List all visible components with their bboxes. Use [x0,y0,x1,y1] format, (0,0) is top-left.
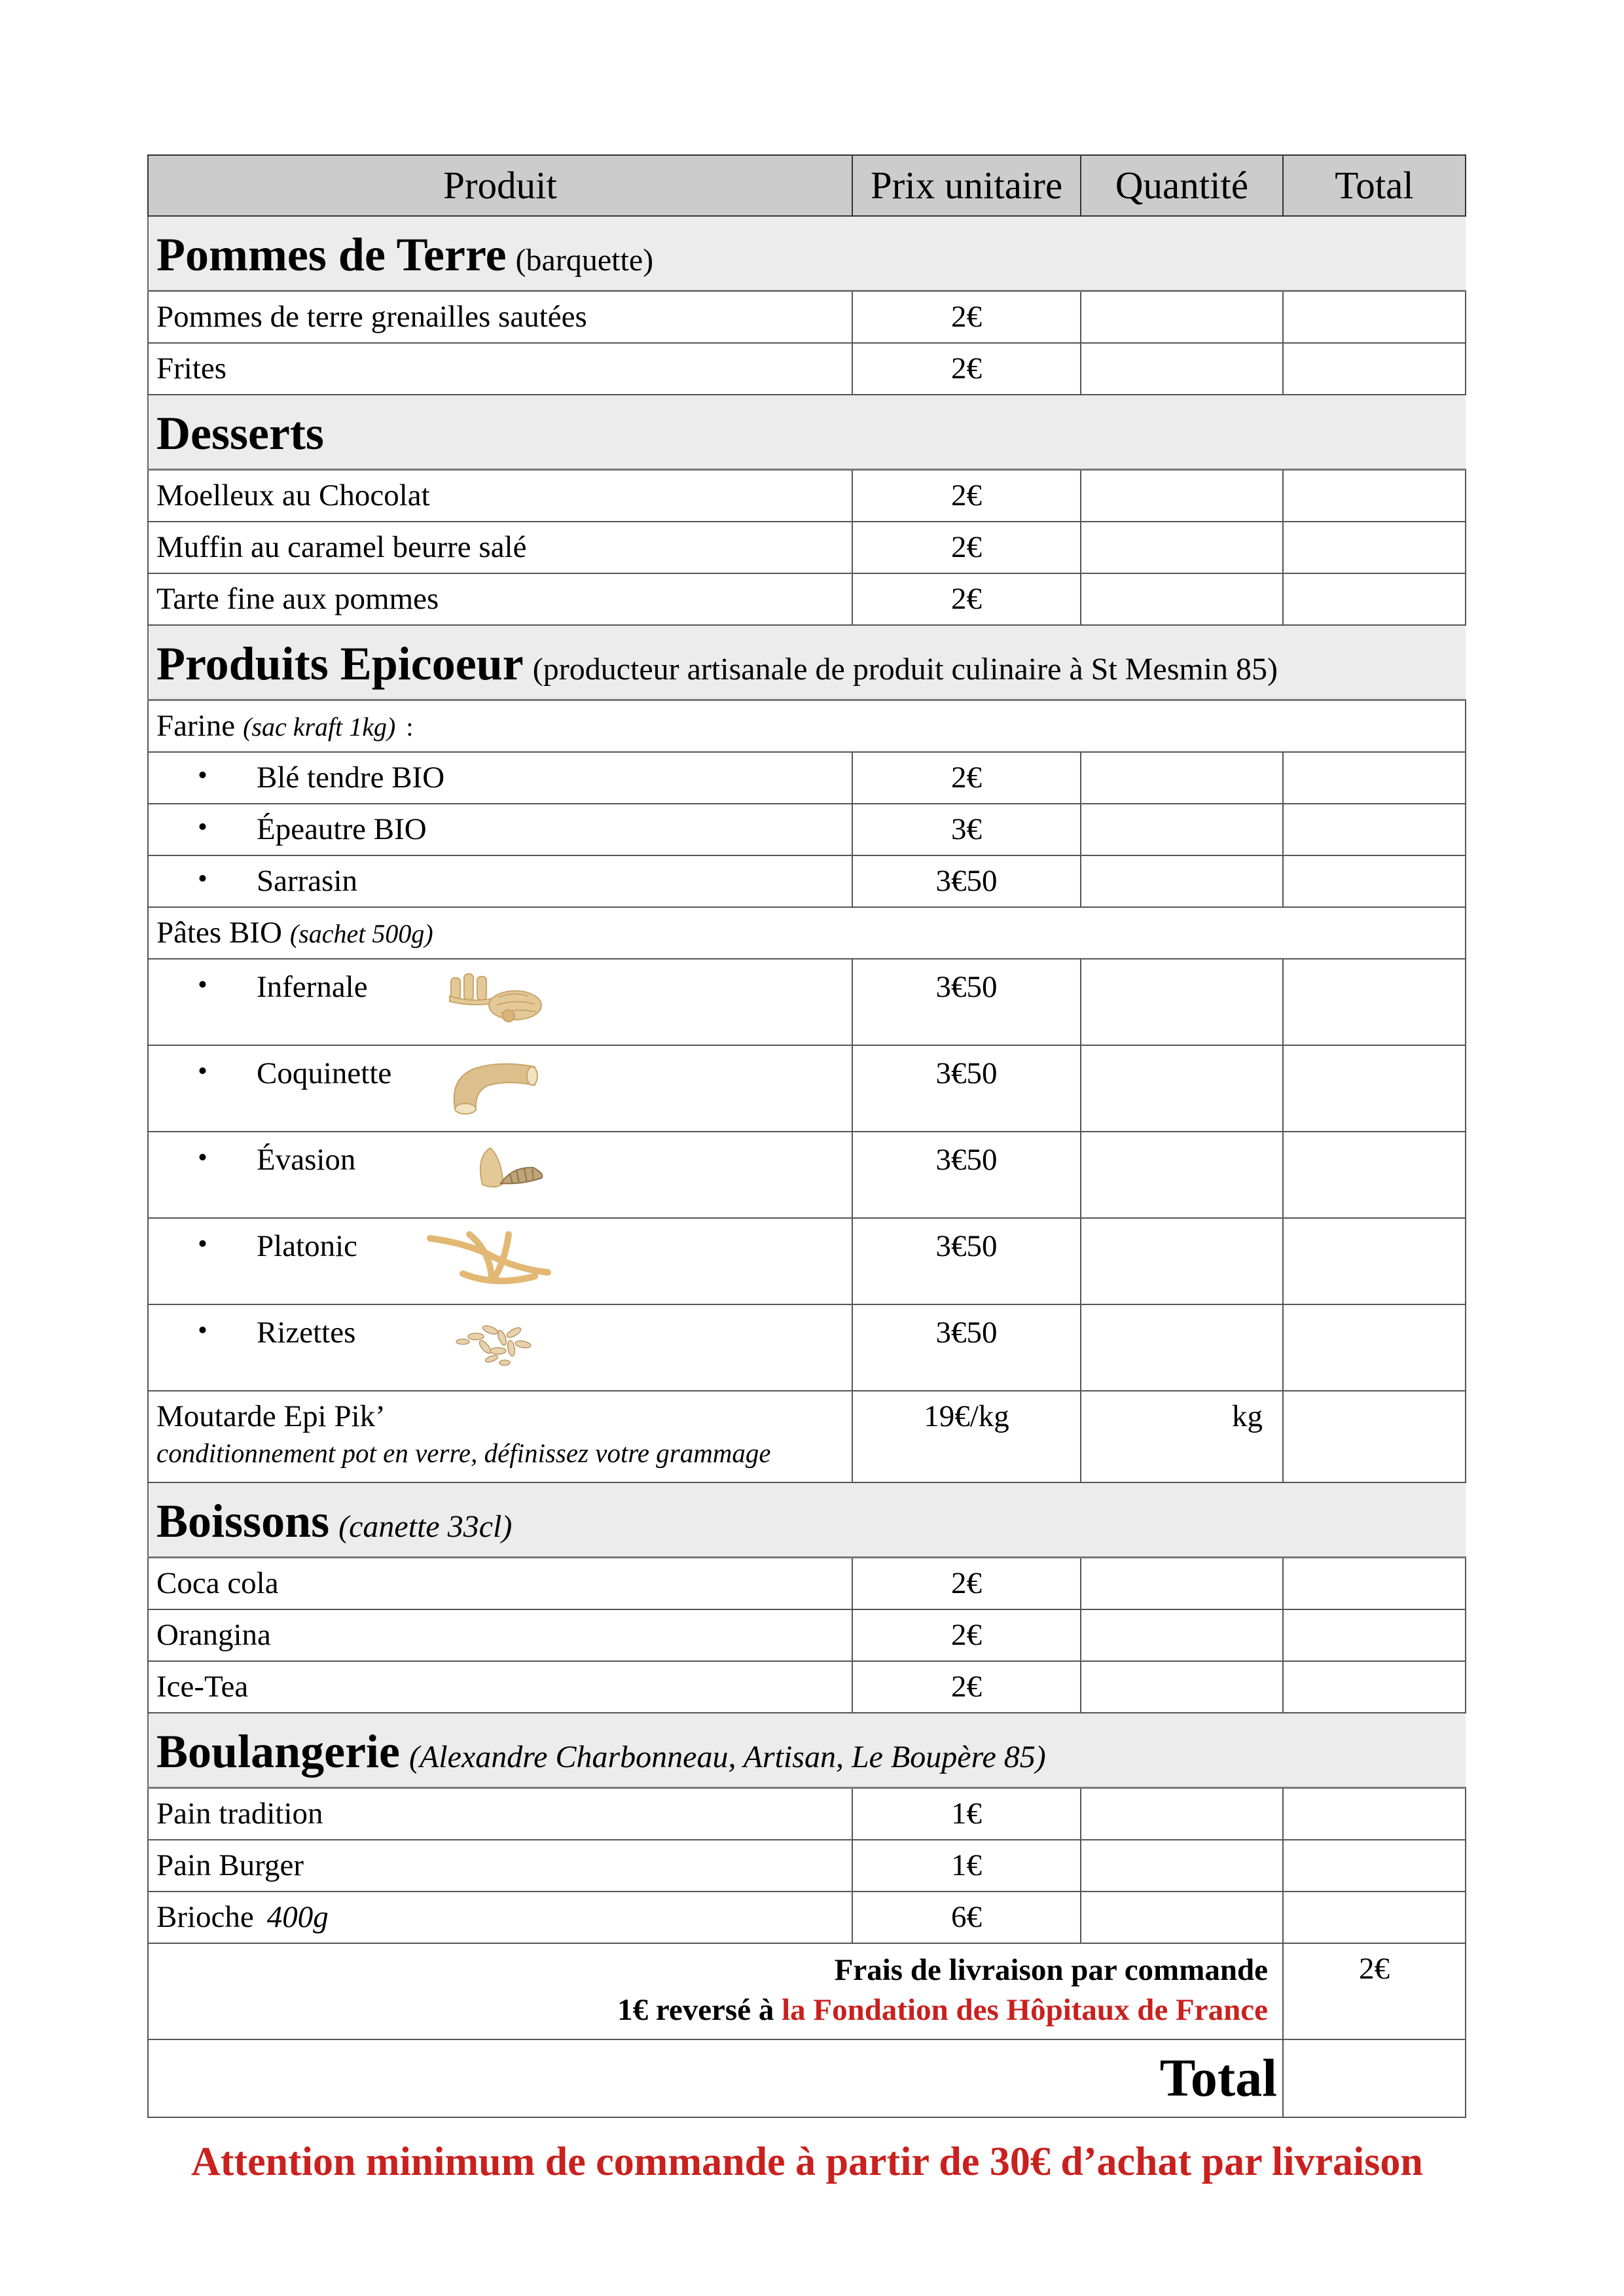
section-header-pommes-de-terre [148,216,1466,291]
table-row [148,1661,1466,1713]
total-cell[interactable] [1283,343,1466,395]
unit-price: 3€ [852,804,1081,855]
table-row [148,470,1466,522]
table-row [148,1892,1466,1943]
grand-total-row [148,2039,1466,2117]
bullet-icon: • [198,1316,208,1346]
total-cell[interactable] [1283,573,1466,625]
elbow-macaroni-pasta-icon [437,1051,561,1117]
total-cell[interactable] [1283,804,1466,855]
bullet-icon: • [198,1143,208,1173]
total-cell[interactable] [1283,1304,1466,1391]
table-row [148,1132,1466,1218]
unit-price: 1€ [852,1788,1081,1840]
quantity-cell[interactable] [1081,959,1283,1045]
section-title: Boulangerie [156,1725,400,1778]
section-header-desserts [148,395,1466,470]
bullet-icon: • [198,864,208,895]
total-cell[interactable] [1283,1840,1466,1892]
unit-price: 2€ [852,470,1081,522]
tagliatelle-ribbon-pasta-icon [424,1224,554,1289]
unit-price: 2€ [852,291,1081,344]
product-name: Tarte fine aux pommes [148,573,852,625]
unit-price: 2€ [852,522,1081,573]
unit-price: 3€50 [852,1045,1081,1132]
table-row-moutarde [148,1391,1466,1482]
table-row [148,1609,1466,1661]
product-name: Platonic [257,1229,358,1263]
table-row [148,752,1466,804]
total-cell[interactable] [1283,959,1466,1045]
quantity-cell[interactable] [1081,752,1283,804]
unit-price: 2€ [852,1661,1081,1713]
quantity-cell[interactable] [1081,855,1283,907]
unit-price: 3€50 [852,959,1081,1045]
unit-price: 3€50 [852,855,1081,907]
order-table [147,154,1466,2118]
table-row [148,573,1466,625]
quantity-cell[interactable] [1081,1788,1283,1840]
quantity-cell[interactable] [1081,1892,1283,1943]
fusilli-pasta-icon [437,965,561,1030]
bullet-icon: • [198,812,208,843]
quantity-cell[interactable] [1081,1132,1283,1218]
quantity-cell-kg[interactable] [1081,1391,1283,1482]
quantity-cell[interactable] [1081,343,1283,395]
total-cell[interactable] [1283,1661,1466,1713]
product-name: Frites [148,343,852,395]
section-subtitle: (barquette) [515,242,654,278]
quantity-cell[interactable] [1081,291,1283,344]
quantity-cell[interactable] [1081,1558,1283,1610]
subgroup-suffix: : [399,712,414,742]
grand-total-label: Total [148,2039,1283,2117]
table-row [148,1304,1466,1391]
unit-price: 2€ [852,343,1081,395]
product-name: Orangina [148,1609,852,1661]
bullet-icon: • [198,970,208,1000]
quantity-cell[interactable] [1081,573,1283,625]
section-header-boulangerie [148,1713,1466,1788]
subgroup-pates [148,907,1466,959]
order-form [147,154,1465,2118]
total-cell[interactable] [1283,1558,1466,1610]
fees-label: Frais de livraison par commande [834,1953,1268,1987]
subgroup-note: (sac kraft 1kg) [243,712,396,742]
fees-donation-line [156,1990,1268,2030]
product-name: Pain tradition [148,1788,852,1840]
table-row [148,343,1466,395]
table-row [148,291,1466,344]
table-row [148,1840,1466,1892]
unit-price: 1€ [852,1840,1081,1892]
product-name: Ice-Tea [148,1661,852,1713]
subgroup-farine [148,700,1466,753]
total-cell[interactable] [1283,522,1466,573]
product-name: Infernale [257,970,368,1004]
section-header-boissons [148,1482,1466,1558]
total-cell[interactable] [1283,1788,1466,1840]
col-header-prix-unitaire: Prix unitaire [852,155,1081,216]
product-note: conditionnement pot en verre, définissez votre grammage [156,1438,771,1469]
unit-price: 2€ [852,573,1081,625]
quantity-cell[interactable] [1081,1661,1283,1713]
bullet-icon: • [198,1056,208,1086]
total-cell[interactable] [1283,1132,1466,1218]
fees-amount: 2€ [1283,1943,1466,2039]
product-name: Moelleux au Chocolat [148,470,852,522]
minimum-order-warning: Attention minimum de commande à partir de 30€ d’achat par livraison [191,2140,1423,2184]
unit-price: 19€/kg [852,1391,1081,1482]
total-cell[interactable] [1283,1218,1466,1304]
total-cell[interactable] [1283,470,1466,522]
section-header-epicoeur [148,625,1466,700]
subgroup-label: Pâtes BIO [156,916,282,950]
col-header-produit: Produit [148,155,852,216]
fees-donation-prefix: 1€ reversé à [617,1993,782,2028]
quantity-cell[interactable] [1081,1304,1283,1391]
section-subtitle: (Alexandre Charbonneau, Artisan, Le Boupère 85) [409,1739,1046,1774]
total-cell[interactable] [1283,1045,1466,1132]
bullet-icon: • [198,1229,208,1259]
product-name: Pommes de terre grenailles sautées [148,291,852,344]
product-name: Épeautre BIO [257,812,427,847]
product-name: Rizettes [257,1316,356,1350]
col-header-quantite: Quantité [1081,155,1283,216]
table-row [148,959,1466,1045]
unit-price: 3€50 [852,1218,1081,1304]
product-name: Blé tendre BIO [257,761,445,795]
section-subtitle: (canette 33cl) [338,1509,513,1544]
quantity-unit: kg [1232,1399,1263,1433]
total-cell[interactable] [1283,1892,1466,1943]
unit-price: 2€ [852,1609,1081,1661]
fees-donation-foundation: la Fondation des Hôpitaux de France [782,1993,1268,2028]
product-name: Muffin au caramel beurre salé [148,522,852,573]
table-row [148,1218,1466,1304]
unit-price: 2€ [852,752,1081,804]
total-cell[interactable] [1283,1609,1466,1661]
product-name: Évasion [257,1143,356,1177]
rice-shaped-pasta-icon [437,1310,561,1376]
quantity-cell[interactable] [1081,522,1283,573]
product-weight: 400g [266,1900,329,1935]
unit-price: 2€ [852,1558,1081,1610]
product-name: Pain Burger [148,1840,852,1892]
section-subtitle: (producteur artisanale de produit culinaire à St Mesmin 85) [532,651,1278,687]
total-cell[interactable] [1283,752,1466,804]
product-name: Moutarde Epi Pik’ [156,1399,386,1433]
unit-price: 3€50 [852,1132,1081,1218]
quantity-cell[interactable] [1081,1045,1283,1132]
table-row [148,522,1466,573]
quantity-cell[interactable] [1081,1840,1283,1892]
unit-price: 6€ [852,1892,1081,1943]
section-title: Desserts [156,406,324,459]
product-name: Coca cola [148,1558,852,1610]
subgroup-label: Farine [156,709,236,744]
section-title: Boissons [156,1494,330,1547]
grand-total-cell[interactable] [1283,2039,1466,2117]
table-row [148,804,1466,855]
quantity-cell[interactable] [1081,470,1283,522]
table-row [148,1045,1466,1132]
section-title: Pommes de Terre [156,228,507,281]
table-row [148,1788,1466,1840]
product-name: Sarrasin [257,864,358,899]
delivery-fees-row [148,1943,1466,2039]
quantity-cell[interactable] [1081,1218,1283,1304]
quantity-cell[interactable] [1081,1609,1283,1661]
col-header-total: Total [1283,155,1466,216]
quantity-cell[interactable] [1081,804,1283,855]
conchiglie-shell-pasta-icon [450,1138,574,1203]
total-cell[interactable] [1283,855,1466,907]
bullet-icon: • [198,761,208,791]
section-title: Produits Epicoeur [156,637,524,690]
total-cell[interactable] [1283,1391,1466,1482]
table-row [148,855,1466,907]
subgroup-note: (sachet 500g) [289,919,433,949]
table-header-row [148,155,1466,216]
total-cell[interactable] [1283,291,1466,344]
product-name: Coquinette [257,1056,392,1090]
table-row [148,1558,1466,1610]
unit-price: 3€50 [852,1304,1081,1391]
product-name: Brioche [156,1900,254,1935]
